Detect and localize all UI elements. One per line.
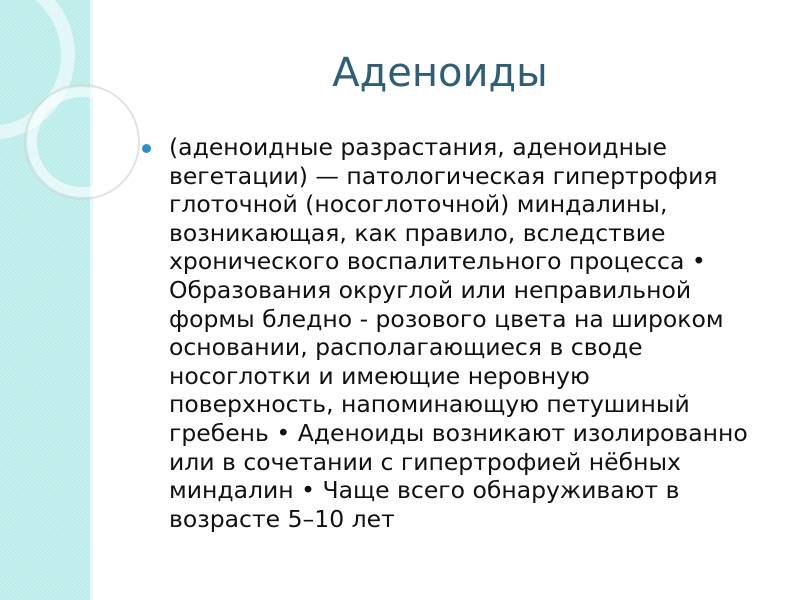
- decorative-ring-outline: [25, 85, 139, 199]
- bullet-text: (аденоидные разрастания, аденоидные вегетации) — патологическая гипертрофия глоточной (носоглоточной) миндалины, возникающая, как правило, вследствие хронического воспалительного процесса • Образования округлой или неправильной формы бледно - розового цвета на широком основании, располагающиеся в своде носоглотки и имеющие неровную поверхность, напоминающую петушиный гребень • Аденоиды возникают изолированно или в сочетании с гипертрофией нёбных миндалин • Чаще всего обнаруживают в возрасте 5–10 лет: [169, 133, 748, 533]
- decorative-ring-small: [32, 92, 132, 192]
- decorative-rings: [0, 0, 140, 240]
- bullet-item: [140, 133, 760, 533]
- slide-title: Аденоиды: [332, 50, 548, 96]
- bullet-dot-icon: [142, 144, 151, 153]
- slide-content: [140, 133, 760, 533]
